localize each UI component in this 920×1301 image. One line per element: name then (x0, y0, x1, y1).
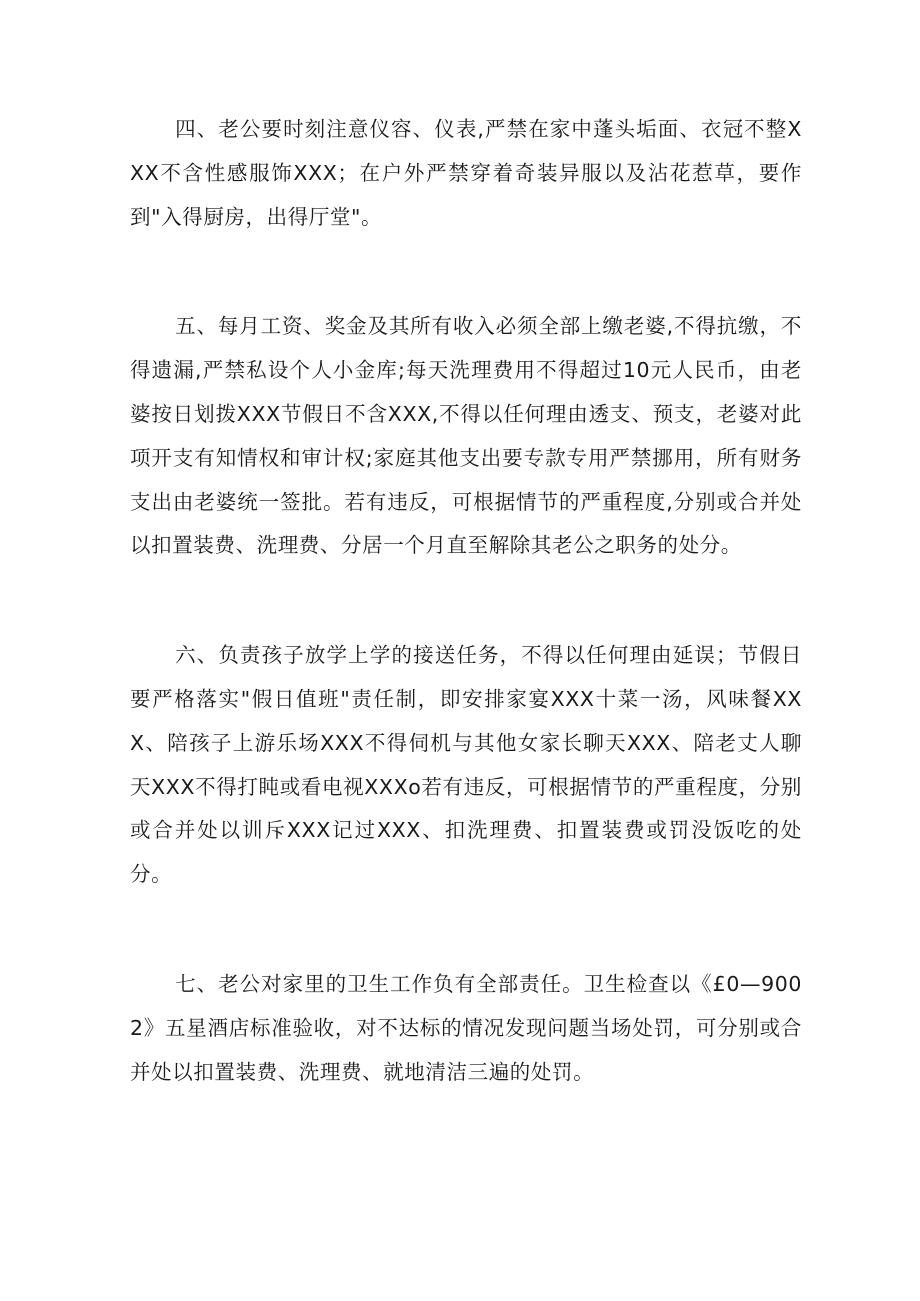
paragraph-6: 六、负责孩子放学上学的接送任务，不得以任何理由延误；节假日要严格落实"假日值班"责任制，即安排家宴XXX十菜一汤，风味餐XXX、陪孩子上游乐场XXX不得伺机与其他女家长聊天XXX、陪老丈人聊天XXX不得打盹或看电视XXXo若有违反，可根据情节的严重程度，分别或合并处以训斥XXX记过XXX、扣洗理费、扣置装费或罚没饭吃的处分。 (130, 643, 802, 887)
paragraph-4: 四、老公要时刻注意仪容、仪表,严禁在家中蓬头垢面、衣冠不整XXX不含性感服饰XXX；在户外严禁穿着奇装异服以及沾花惹草，要作到"入得厨房，出得厅堂"。 (130, 117, 802, 229)
paragraph-5: 五、每月工资、奖金及其所有收入必须全部上缴老婆,不得抗缴，不得遗漏,严禁私设个人小金库;每天洗理费用不得超过10元人民币，由老婆按日划拨XXX节假日不含XXX,不得以任何理由透支、预支，老婆对此项开支有知情权和审计权;家庭其他支出要专款专用严禁挪用，所有财务支出由老婆统一签批。若有违反，可根据情节的严重程度,分别或合并处以扣置装费、洗理费、分居一个月直至解除其老公之职务的处分。 (130, 314, 802, 558)
paragraph-7: 七、老公对家里的卫生工作负有全部责任。卫生检查以《£0—9002》五星酒店标准验收，对不达标的情况发现问题当场处罚，可分别或合并处以扣置装费、洗理费、就地清洁三遍的处罚。 (130, 971, 802, 1084)
